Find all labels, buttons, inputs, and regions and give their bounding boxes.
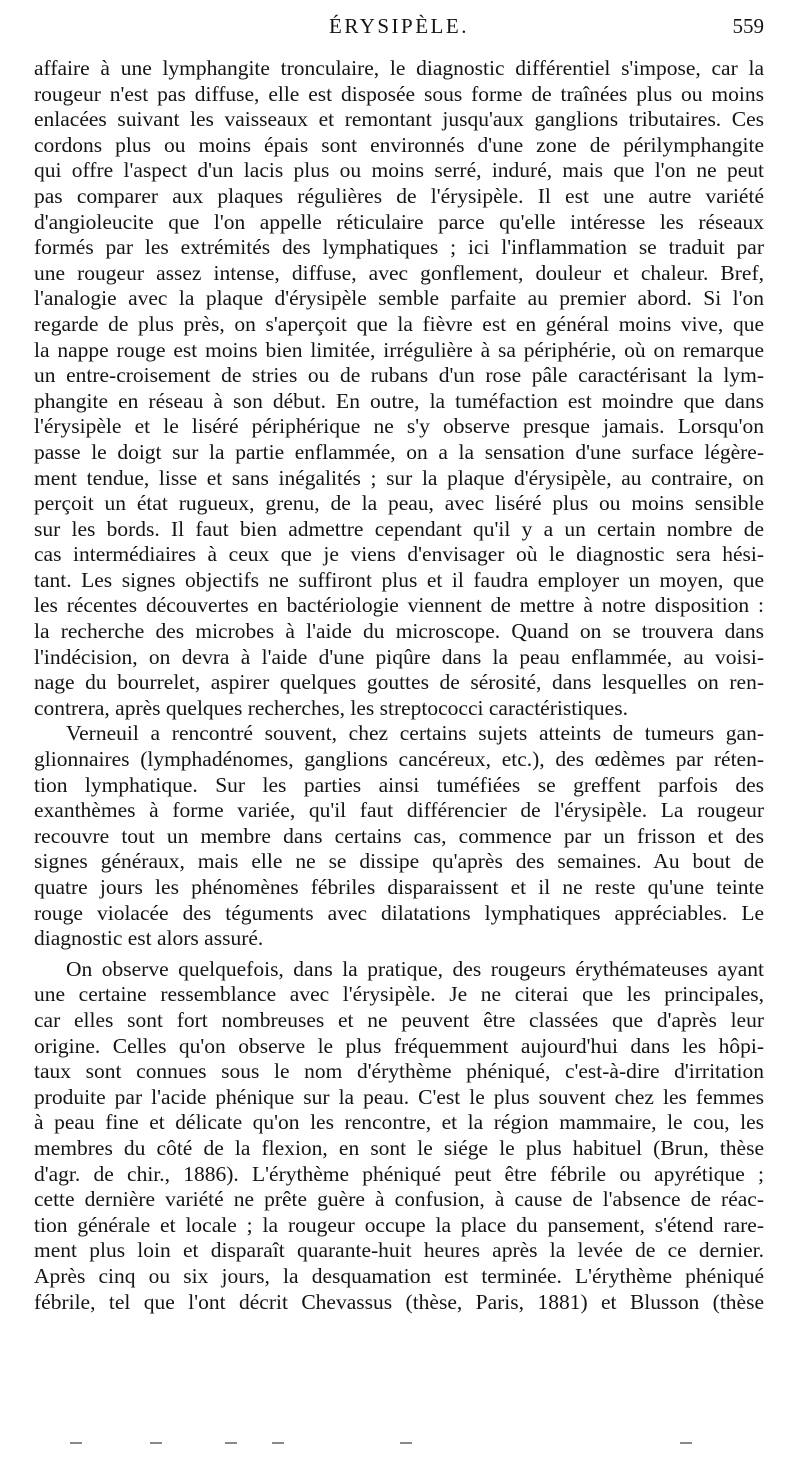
text-line: passe le doigt sur la partie enflammée, on a la sensation d'une surface légère- <box>34 439 764 464</box>
body-text <box>34 56 764 1315</box>
text-line: tant. Les signes objectifs ne suffiront plus et il faudra employer un moyen, que <box>34 567 764 592</box>
text-line: origine. Celles qu'on observe le plus fréquemment aujourd'hui dans les hôpi- <box>34 1033 764 1058</box>
text-line: une rougeur assez intense, diffuse, avec gonflement, douleur et chaleur. Bref, <box>34 260 764 285</box>
text-line: cas intermédiaires à ceux que je viens d'envisager où le diagnostic sera hési- <box>34 542 764 567</box>
text-line: quatre jours les phénomènes fébriles disparaissent et il ne reste qu'une teinte <box>34 875 764 899</box>
text-line: les récentes découvertes en bactériologie viennent de mettre à notre disposition : <box>34 593 764 618</box>
text-line: la nappe rouge est moins bien limitée, irrégulière à sa périphérie, où on remarque <box>34 337 764 362</box>
text-line: taux sont connues sous le nom d'érythème phéniqué, c'est-à-dire d'irritation <box>34 1059 764 1084</box>
text-line: rouge violacée des téguments avec dilatations lymphatiques appréciables. Le <box>34 900 764 925</box>
text-line: formés par les extrémités des lymphatiques ; ici l'inflammation se traduit par <box>34 235 764 260</box>
text-line: On observe quelquefois, dans la pratique, des rougeurs érythémateuses ayant <box>66 956 764 981</box>
print-mark <box>400 1442 412 1444</box>
text-line: l'analogie avec la plaque d'érysipèle semble parfaite au premier abord. Si l'on <box>34 286 764 311</box>
text-line: recouvre tout un membre dans certains cas, commence par un frisson et des <box>34 823 764 848</box>
print-mark <box>272 1442 284 1444</box>
text-line: à peau fine et délicate qu'on les rencontre, et la région mammaire, le cou, les <box>34 1110 764 1135</box>
text-line: produite par l'acide phénique sur la peau. C'est le plus souvent chez les femmes <box>34 1084 764 1109</box>
print-mark <box>680 1442 692 1444</box>
print-mark <box>70 1442 82 1444</box>
text-line: l'indécision, on devra à l'aide d'une piqûre dans la peau enflammée, au voisi- <box>34 644 764 669</box>
text-line: pas comparer aux plaques régulières de l'érysipèle. Il est une autre variété <box>34 183 764 208</box>
text-line: signes généraux, mais elle ne se dissipe qu'après des semaines. Au bout de <box>34 849 764 874</box>
text-line: d'agr. de chir., 1886). L'érythème phéniqué peut être fébrile ou apyrétique ; <box>34 1161 764 1186</box>
text-line: tion générale et locale ; la rougeur occupe la place du pansement, s'étend rare- <box>34 1212 764 1237</box>
text-line: l'érysipèle et le liséré périphérique ne s'y observe presque jamais. Lorsqu'on <box>34 414 764 439</box>
text-line: Verneuil a rencontré souvent, chez certains sujets atteints de tumeurs gan- <box>66 721 764 746</box>
text-line: fébrile, tel que l'ont décrit Chevassus (thèse, Paris, 1881) et Blusson (thèse <box>34 1289 764 1314</box>
text-line: membres du côté de la flexion, en sont le siége le plus habituel (Brun, thèse <box>34 1135 764 1160</box>
print-artifact-marks <box>70 1432 690 1452</box>
print-mark <box>150 1442 162 1444</box>
text-line: ment plus loin et disparaît quarante-huit heures après la levée de ce dernier. <box>34 1238 764 1263</box>
text-line: un entre-croisement de stries ou de rubans d'un rose pâle caractérisant la lym- <box>34 363 764 388</box>
text-line: contrera, après quelques recherches, les streptococci caractéristiques. <box>34 695 628 720</box>
page-number: 559 <box>732 14 764 38</box>
text-line: nage du bourrelet, aspirer quelques gouttes de sérosité, dans lesquelles on ren- <box>34 670 764 695</box>
print-mark <box>225 1442 237 1444</box>
text-line: d'angioleucite que l'on appelle réticulaire parce qu'elle intéresse les réseaux <box>34 209 764 234</box>
text-line: rougeur n'est pas diffuse, elle est disposée sous forme de traînées plus ou moins <box>34 81 764 106</box>
text-line: regarde de plus près, on s'aperçoit que la fièvre est en général moins vive, que <box>34 311 764 336</box>
text-line: tion lymphatique. Sur les parties ainsi tuméfiées se greffent parfois des <box>34 772 764 797</box>
text-line: glionnaires (lymphadénomes, ganglions cancéreux, etc.), des œdèmes par réten- <box>34 747 764 772</box>
text-line: sur les bords. Il faut bien admettre cependant qu'il y a un certain nombre de <box>34 516 764 541</box>
text-line: cette dernière variété ne prête guère à confusion, à cause de l'absence de réac- <box>34 1187 764 1212</box>
running-title: ÉRYSIPÈLE. <box>329 14 469 38</box>
text-line: ment tendue, lisse et sans inégalités ; sur la plaque d'érysipèle, au contraire, on <box>34 465 764 490</box>
text-line: phangite en réseau à son début. En outre, la tuméfaction est moindre que dans <box>34 388 764 413</box>
text-line: qui offre l'aspect d'un lacis plus ou moins serré, induré, mais que l'on ne peut <box>34 158 764 183</box>
text-line: cordons plus ou moins épais sont environnés d'une zone de périlymphangite <box>34 132 764 157</box>
text-line: exanthèmes à forme variée, qu'il faut différencier de l'érysipèle. La rougeur <box>34 798 764 823</box>
text-line: affaire à une lymphangite tronculaire, le diagnostic différentiel s'impose, car la <box>34 56 764 80</box>
running-head <box>34 6 764 46</box>
text-line: car elles sont fort nombreuses et ne peuvent être classées que d'après leur <box>34 1007 764 1032</box>
text-line: une certaine ressemblance avec l'érysipèle. Je ne citerai que les principales, <box>34 982 764 1007</box>
text-line: Après cinq ou six jours, la desquamation est terminée. L'érythème phéniqué <box>34 1263 764 1288</box>
text-line: la recherche des microbes à l'aide du microscope. Quand on se trouvera dans <box>34 619 764 644</box>
text-line: diagnostic est alors assuré. <box>34 926 264 951</box>
text-line: enlacées suivant les vaisseaux et remontant jusqu'aux ganglions tributaires. Ces <box>34 107 764 132</box>
text-line: perçoit un état rugueux, grenu, de la peau, avec liséré plus ou moins sensible <box>34 491 764 516</box>
